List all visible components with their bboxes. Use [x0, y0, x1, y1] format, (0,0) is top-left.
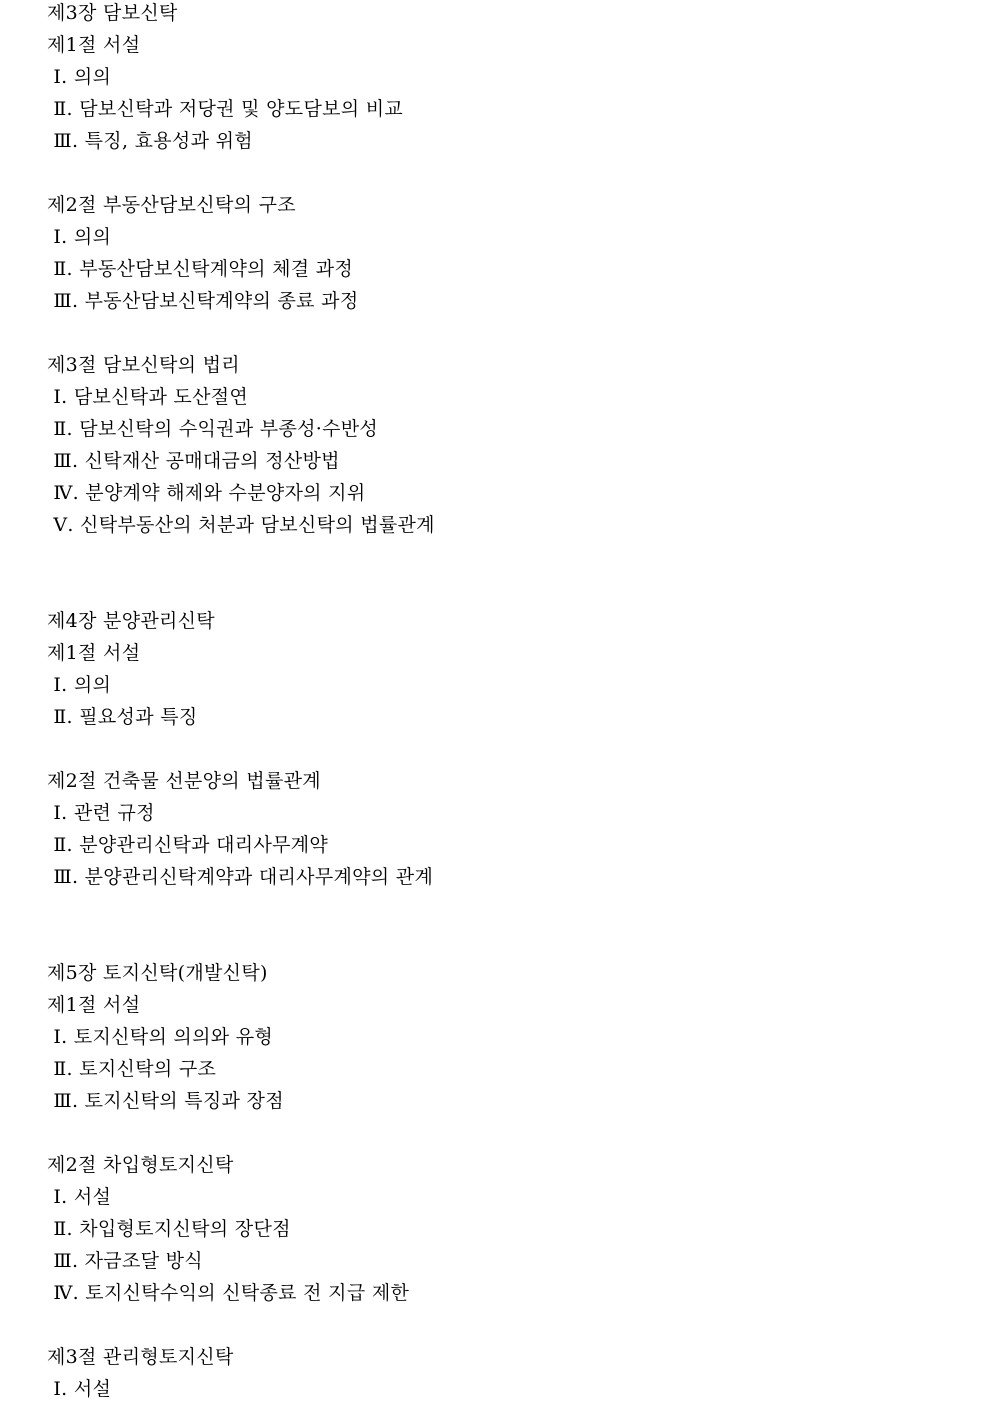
list-item: Ⅲ. 특징, 효용성과 위험: [47, 130, 253, 152]
spacer: [47, 544, 947, 608]
list-item: Ⅰ. 서설: [47, 1186, 112, 1208]
section-heading: 제1절 서설: [47, 994, 141, 1016]
list-item: Ⅰ. 담보신탁과 도산절연: [47, 386, 249, 408]
section-heading: 제1절 서설: [47, 34, 141, 56]
document-body: [47, 0, 947, 1408]
list-item: Ⅴ. 신탁부동산의 처분과 담보신탁의 법률관계: [47, 514, 435, 536]
list-item: Ⅲ. 자금조달 방식: [47, 1250, 203, 1272]
spacer: [47, 1120, 947, 1152]
list-item: Ⅳ. 토지신탁수익의 신탁종료 전 지급 제한: [47, 1282, 410, 1304]
list-item: Ⅰ. 토지신탁의 의의와 유형: [47, 1026, 274, 1048]
chapter-heading: 제4장 분양관리신탁: [47, 610, 215, 632]
section-heading: 제3절 관리형토지신탁: [47, 1346, 234, 1368]
list-item: Ⅱ. 분양관리신탁과 대리사무계약: [47, 834, 329, 856]
list-item: Ⅰ. 관련 규정: [47, 802, 155, 824]
section-heading: 제2절 부동산담보신탁의 구조: [47, 194, 296, 216]
chapter-heading: 제5장 토지신탁(개발신탁): [47, 962, 268, 984]
chapter-heading: 제3장 담보신탁: [47, 2, 178, 24]
section-heading: 제1절 서설: [47, 642, 141, 664]
spacer: [47, 896, 947, 960]
spacer: [47, 320, 947, 352]
list-item: Ⅱ. 담보신탁과 저당권 및 양도담보의 비교: [47, 98, 404, 120]
list-item: Ⅲ. 토지신탁의 특징과 장점: [47, 1090, 284, 1112]
list-item: Ⅰ. 서설: [47, 1378, 112, 1400]
list-item: Ⅳ. 분양계약 해제와 수분양자의 지위: [47, 482, 366, 504]
list-item: Ⅱ. 차입형토지신탁의 장단점: [47, 1218, 291, 1240]
list-item: Ⅰ. 의의: [47, 674, 112, 696]
spacer: [47, 160, 947, 192]
list-item: Ⅱ. 필요성과 특징: [47, 706, 198, 728]
list-item: Ⅲ. 부동산담보신탁계약의 종료 과정: [47, 290, 359, 312]
list-item: Ⅰ. 의의: [47, 226, 112, 248]
spacer: [47, 736, 947, 768]
section-heading: 제3절 담보신탁의 법리: [47, 354, 240, 376]
list-item: Ⅲ. 신탁재산 공매대금의 정산방법: [47, 450, 340, 472]
list-item: Ⅰ. 의의: [47, 66, 112, 88]
list-item: Ⅱ. 부동산담보신탁계약의 체결 과정: [47, 258, 354, 280]
section-heading: 제2절 건축물 선분양의 법률관계: [47, 770, 321, 792]
list-item: Ⅲ. 분양관리신탁계약과 대리사무계약의 관계: [47, 866, 434, 888]
list-item: Ⅱ. 담보신탁의 수익권과 부종성·수반성: [47, 418, 379, 440]
section-heading: 제2절 차입형토지신탁: [47, 1154, 234, 1176]
spacer: [47, 1312, 947, 1344]
list-item: Ⅱ. 토지신탁의 구조: [47, 1058, 217, 1080]
